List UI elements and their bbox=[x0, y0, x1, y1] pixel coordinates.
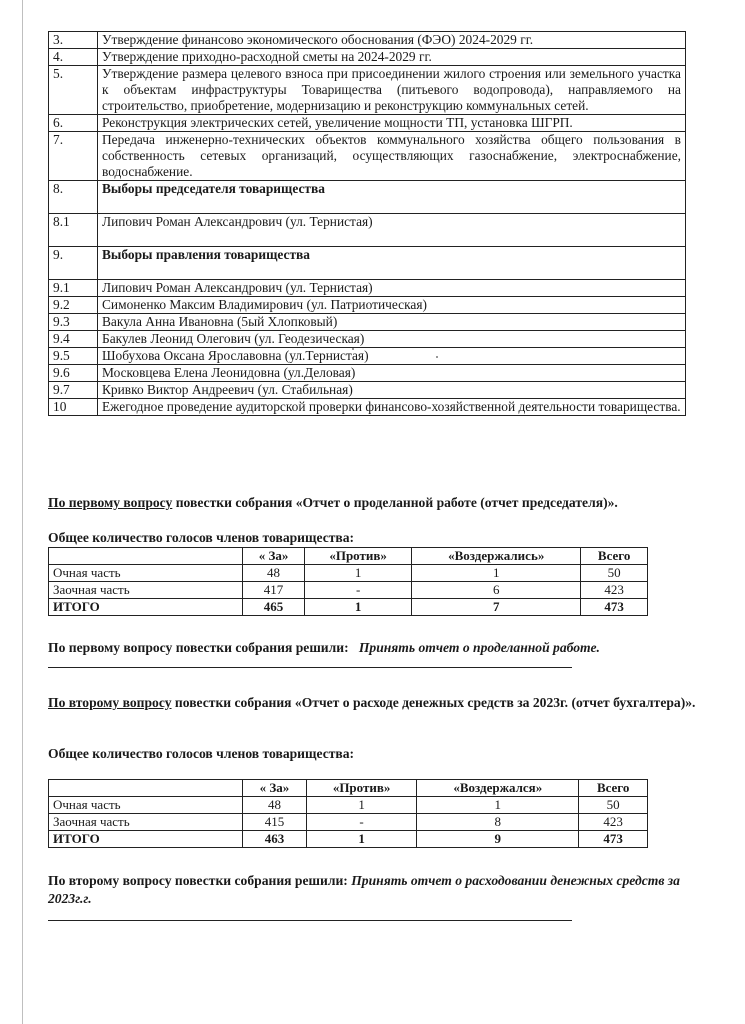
votes-row bbox=[49, 831, 648, 848]
votes-column-header: «Против» bbox=[305, 548, 412, 565]
agenda-row bbox=[49, 382, 686, 399]
agenda-item-text: Вакула Анна Ивановна (5ый Хлопковый) bbox=[98, 314, 686, 331]
agenda-item-text: Бакулев Леонид Олегович (ул. Геодезическая) bbox=[98, 331, 686, 348]
votes-row-label: Заочная часть bbox=[49, 814, 243, 831]
votes-column-header: «Против» bbox=[306, 780, 416, 797]
votes-cell: 415 bbox=[243, 814, 307, 831]
votes-cell: 473 bbox=[581, 599, 648, 616]
votes-cell: 417 bbox=[243, 582, 305, 599]
q1-heading bbox=[48, 494, 698, 512]
q1-lead: По первому вопросу bbox=[48, 495, 173, 510]
q2-decision-text: Принять отчет о расходовании денежных средств за 2023г.г. bbox=[48, 873, 680, 906]
agenda-item-number: 8.1 bbox=[49, 214, 98, 247]
votes-cell: 48 bbox=[243, 797, 307, 814]
q1-text: повестки собрания «Отчет о проделанной работе (отчет председателя)». bbox=[172, 495, 618, 510]
agenda-item-text: Утверждение финансово экономического обоснования (ФЭО) 2024-2029 гг. bbox=[98, 32, 686, 49]
agenda-item-number: 4. bbox=[49, 49, 98, 66]
agenda-item-text: Липович Роман Александрович (ул. Тернистая) bbox=[98, 280, 686, 297]
agenda-item-text: Выборы правления товарищества bbox=[98, 247, 686, 280]
votes-row-label: Очная часть bbox=[49, 565, 243, 582]
q2-underline bbox=[48, 920, 572, 921]
votes-column-header: « За» bbox=[243, 780, 307, 797]
q1-decision-label: По первому вопросу повестки собрания решили: bbox=[48, 640, 349, 655]
agenda-row bbox=[49, 280, 686, 297]
q1-underline bbox=[48, 667, 572, 668]
votes-cell: 50 bbox=[581, 565, 648, 582]
votes-cell: 1 bbox=[306, 797, 416, 814]
agenda-item-text: Утверждение размера целевого взноса при присоединении жилого строения или земельного участка к объектам инфраструктуры Товарищества (питьевого водопровода), направляемого на строительство, приобретение, модернизацию и реконструкцию коммунальных сетей. bbox=[98, 66, 686, 115]
agenda-item-number: 9.5 bbox=[49, 348, 98, 365]
agenda-row bbox=[49, 49, 686, 66]
votes-row bbox=[49, 797, 648, 814]
agenda-row bbox=[49, 365, 686, 382]
agenda-item-text: Ежегодное проведение аудиторской проверки финансово-хозяйственной деятельности товарищества. bbox=[98, 399, 686, 416]
q2-heading bbox=[48, 694, 698, 712]
agenda-row bbox=[49, 399, 686, 416]
q1-decision-text: Принять отчет о проделанной работе. bbox=[358, 640, 600, 655]
votes-cell: 423 bbox=[581, 582, 648, 599]
agenda-item-number: 9.2 bbox=[49, 297, 98, 314]
votes-row bbox=[49, 599, 648, 616]
votes-column-header bbox=[49, 780, 243, 797]
agenda-item-number: 9.1 bbox=[49, 280, 98, 297]
votes-cell: 463 bbox=[243, 831, 307, 848]
agenda-row bbox=[49, 115, 686, 132]
agenda-item-text: Симоненко Максим Владимирович (ул. Патриотическая) bbox=[98, 297, 686, 314]
votes-cell: - bbox=[306, 814, 416, 831]
votes-column-header: Всего bbox=[579, 780, 648, 797]
q2-decision bbox=[48, 872, 698, 908]
agenda-item-number: 6. bbox=[49, 115, 98, 132]
agenda-row bbox=[49, 32, 686, 49]
votes-row bbox=[49, 565, 648, 582]
agenda-item-number: 9. bbox=[49, 247, 98, 280]
q2-lead: По второму вопросу bbox=[48, 695, 172, 710]
votes-column-header: «Воздержался» bbox=[417, 780, 579, 797]
agenda-item-text: Передача инженерно-технических объектов коммунального хозяйства общего пользования в собственность сетевых организаций, осуществляющих газоснабжение, электроснабжение, водоснабжение. bbox=[98, 132, 686, 181]
votes-cell: 1 bbox=[417, 797, 579, 814]
agenda-item-text: Липович Роман Александрович (ул. Тернистая) bbox=[98, 214, 686, 247]
agenda-item-number: 7. bbox=[49, 132, 98, 181]
q2-text: повестки собрания «Отчет о расходе денежных средств за 2023г. (отчет бухгалтера)». bbox=[171, 695, 696, 710]
votes-row bbox=[49, 814, 648, 831]
votes-cell: 48 bbox=[243, 565, 305, 582]
votes-row-label: Очная часть bbox=[49, 797, 243, 814]
votes-column-header: « За» bbox=[243, 548, 305, 565]
q1-votes-title: Общее количество голосов членов товарищества: bbox=[48, 530, 355, 545]
agenda-row bbox=[49, 66, 686, 115]
agenda-table bbox=[48, 31, 686, 416]
agenda-row bbox=[49, 214, 686, 247]
agenda-item-number: 9.6 bbox=[49, 365, 98, 382]
agenda-item-text: Выборы председателя товарищества bbox=[98, 181, 686, 214]
agenda-row bbox=[49, 132, 686, 181]
votes-cell: 8 bbox=[417, 814, 579, 831]
q2-votes-table bbox=[48, 779, 648, 848]
page-edge-line bbox=[22, 0, 23, 1024]
votes-row bbox=[49, 582, 648, 599]
agenda-item-number: 5. bbox=[49, 66, 98, 115]
votes-row-label: ИТОГО bbox=[49, 599, 243, 616]
votes-cell: 9 bbox=[417, 831, 579, 848]
votes-cell: 1 bbox=[306, 831, 416, 848]
agenda-item-number: 8. bbox=[49, 181, 98, 214]
agenda-item-number: 10 bbox=[49, 399, 98, 416]
agenda-item-number: 9.7 bbox=[49, 382, 98, 399]
votes-column-header bbox=[49, 548, 243, 565]
votes-column-header: Всего bbox=[581, 548, 648, 565]
q1-decision bbox=[48, 639, 698, 657]
votes-cell: 473 bbox=[579, 831, 648, 848]
votes-cell: - bbox=[305, 582, 412, 599]
votes-cell: 465 bbox=[243, 599, 305, 616]
agenda-row bbox=[49, 297, 686, 314]
agenda-row bbox=[49, 247, 686, 280]
agenda-row bbox=[49, 314, 686, 331]
votes-cell: 7 bbox=[412, 599, 581, 616]
agenda-item-text: Утверждение приходно-расходной сметы на 2024-2029 гг. bbox=[98, 49, 686, 66]
agenda-row bbox=[49, 348, 686, 365]
agenda-item-text: Реконструкция электрических сетей, увеличение мощности ТП, установка ШГРП. bbox=[98, 115, 686, 132]
votes-row-label: ИТОГО bbox=[49, 831, 243, 848]
agenda-item-number: 9.3 bbox=[49, 314, 98, 331]
votes-row-label: Заочная часть bbox=[49, 582, 243, 599]
agenda-row bbox=[49, 181, 686, 214]
agenda-item-text: Шобухова Оксана Ярославовна (ул.Тернистая) bbox=[98, 348, 686, 365]
agenda-item-number: 9.4 bbox=[49, 331, 98, 348]
agenda-item-text: Московцева Елена Леонидовна (ул.Деловая) bbox=[98, 365, 686, 382]
q2-decision-label: По второму вопросу повестки собрания решили: bbox=[48, 873, 348, 888]
votes-column-header: «Воздержались» bbox=[412, 548, 581, 565]
agenda-item-text: Кривко Виктор Андреевич (ул. Стабильная) bbox=[98, 382, 686, 399]
votes-cell: 6 bbox=[412, 582, 581, 599]
votes-cell: 423 bbox=[579, 814, 648, 831]
votes-cell: 1 bbox=[305, 599, 412, 616]
votes-cell: 1 bbox=[305, 565, 412, 582]
q2-votes-title: Общее количество голосов членов товарищества: bbox=[48, 746, 355, 761]
agenda-item-number: 3. bbox=[49, 32, 98, 49]
votes-cell: 50 bbox=[579, 797, 648, 814]
q1-votes-table bbox=[48, 547, 648, 616]
agenda-row bbox=[49, 331, 686, 348]
votes-cell: 1 bbox=[412, 565, 581, 582]
